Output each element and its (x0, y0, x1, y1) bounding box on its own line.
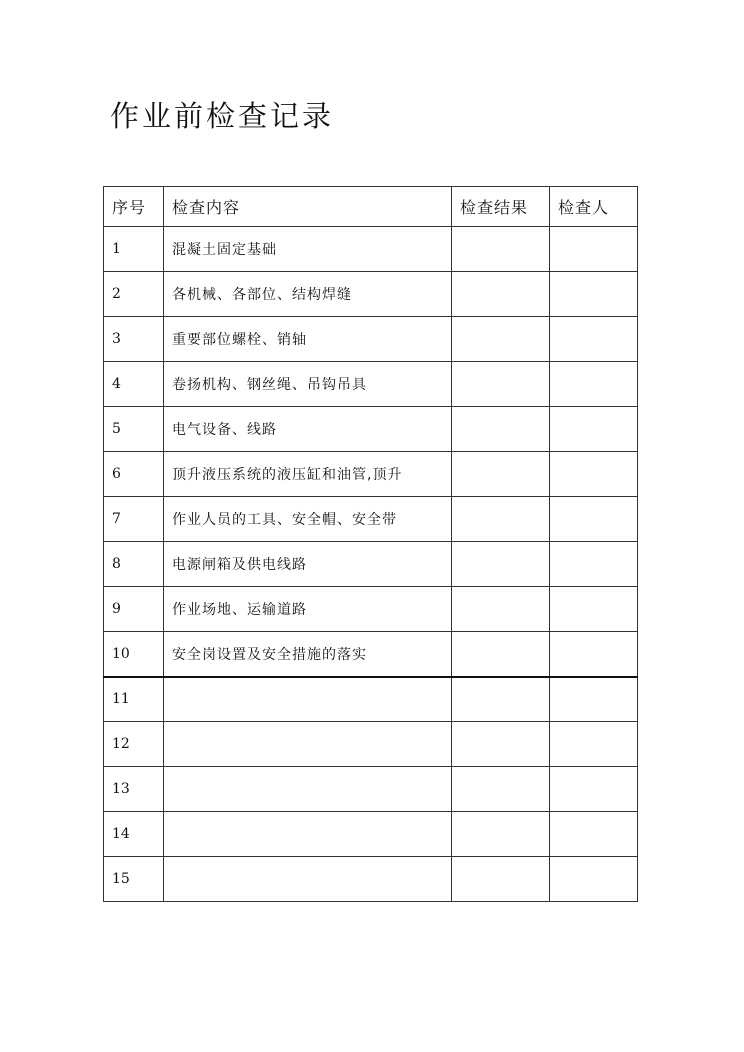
row-result[interactable] (452, 767, 550, 812)
row-inspector[interactable] (550, 587, 638, 632)
table-row (104, 407, 638, 452)
row-no: 7 (104, 497, 164, 542)
row-no: 1 (104, 227, 164, 272)
table-row (104, 317, 638, 362)
header-content: 检查内容 (164, 187, 452, 227)
table-row (104, 812, 638, 857)
table-row (104, 632, 638, 677)
row-result[interactable] (452, 452, 550, 497)
row-no: 4 (104, 362, 164, 407)
row-no: 8 (104, 542, 164, 587)
inspection-table (103, 186, 638, 902)
table-row (104, 767, 638, 812)
row-content[interactable] (164, 767, 452, 812)
table-row (104, 227, 638, 272)
table-row (104, 677, 638, 722)
row-no: 2 (104, 272, 164, 317)
row-result[interactable] (452, 497, 550, 542)
row-inspector[interactable] (550, 362, 638, 407)
row-result[interactable] (452, 362, 550, 407)
row-no: 10 (104, 632, 164, 677)
header-row (104, 187, 638, 227)
row-content: 电气设备、线路 (164, 407, 452, 452)
table-row (104, 452, 638, 497)
row-inspector[interactable] (550, 677, 638, 722)
row-no: 14 (104, 812, 164, 857)
table-row (104, 587, 638, 632)
row-no: 13 (104, 767, 164, 812)
row-content[interactable] (164, 722, 452, 767)
row-inspector[interactable] (550, 452, 638, 497)
row-content: 混凝土固定基础 (164, 227, 452, 272)
row-result[interactable] (452, 407, 550, 452)
table-row (104, 722, 638, 767)
row-inspector[interactable] (550, 272, 638, 317)
row-inspector[interactable] (550, 542, 638, 587)
row-content: 作业人员的工具、安全帽、安全带 (164, 497, 452, 542)
row-content[interactable] (164, 857, 452, 902)
header-no: 序号 (104, 187, 164, 227)
row-inspector[interactable] (550, 632, 638, 677)
row-no: 12 (104, 722, 164, 767)
table-body (104, 227, 638, 902)
table-row (104, 497, 638, 542)
header-result: 检查结果 (452, 187, 550, 227)
row-no: 15 (104, 857, 164, 902)
table-row (104, 542, 638, 587)
row-no: 6 (104, 452, 164, 497)
row-inspector[interactable] (550, 317, 638, 362)
table-row (104, 272, 638, 317)
row-no: 11 (104, 677, 164, 722)
row-result[interactable] (452, 272, 550, 317)
row-content: 重要部位螺栓、销轴 (164, 317, 452, 362)
row-inspector[interactable] (550, 812, 638, 857)
row-inspector[interactable] (550, 857, 638, 902)
row-content: 各机械、各部位、结构焊缝 (164, 272, 452, 317)
row-inspector[interactable] (550, 497, 638, 542)
row-content[interactable] (164, 812, 452, 857)
row-inspector[interactable] (550, 407, 638, 452)
table-row (104, 857, 638, 902)
row-result[interactable] (452, 857, 550, 902)
row-result[interactable] (452, 542, 550, 587)
row-result[interactable] (452, 812, 550, 857)
row-content: 顶升液压系统的液压缸和油管,顶升 (164, 452, 452, 497)
table-header (104, 187, 638, 227)
row-content: 安全岗设置及安全措施的落实 (164, 632, 452, 677)
page-title: 作业前检查记录 (110, 99, 335, 133)
row-content[interactable] (164, 677, 452, 722)
row-result[interactable] (452, 632, 550, 677)
row-inspector[interactable] (550, 227, 638, 272)
row-result[interactable] (452, 677, 550, 722)
header-inspector: 检查人 (550, 187, 638, 227)
row-content: 作业场地、运输道路 (164, 587, 452, 632)
row-inspector[interactable] (550, 767, 638, 812)
row-no: 5 (104, 407, 164, 452)
row-no: 3 (104, 317, 164, 362)
row-no: 9 (104, 587, 164, 632)
row-result[interactable] (452, 587, 550, 632)
row-content: 卷扬机构、钢丝绳、吊钩吊具 (164, 362, 452, 407)
row-content: 电源闸箱及供电线路 (164, 542, 452, 587)
row-result[interactable] (452, 227, 550, 272)
row-result[interactable] (452, 722, 550, 767)
row-result[interactable] (452, 317, 550, 362)
table-row (104, 362, 638, 407)
row-inspector[interactable] (550, 722, 638, 767)
